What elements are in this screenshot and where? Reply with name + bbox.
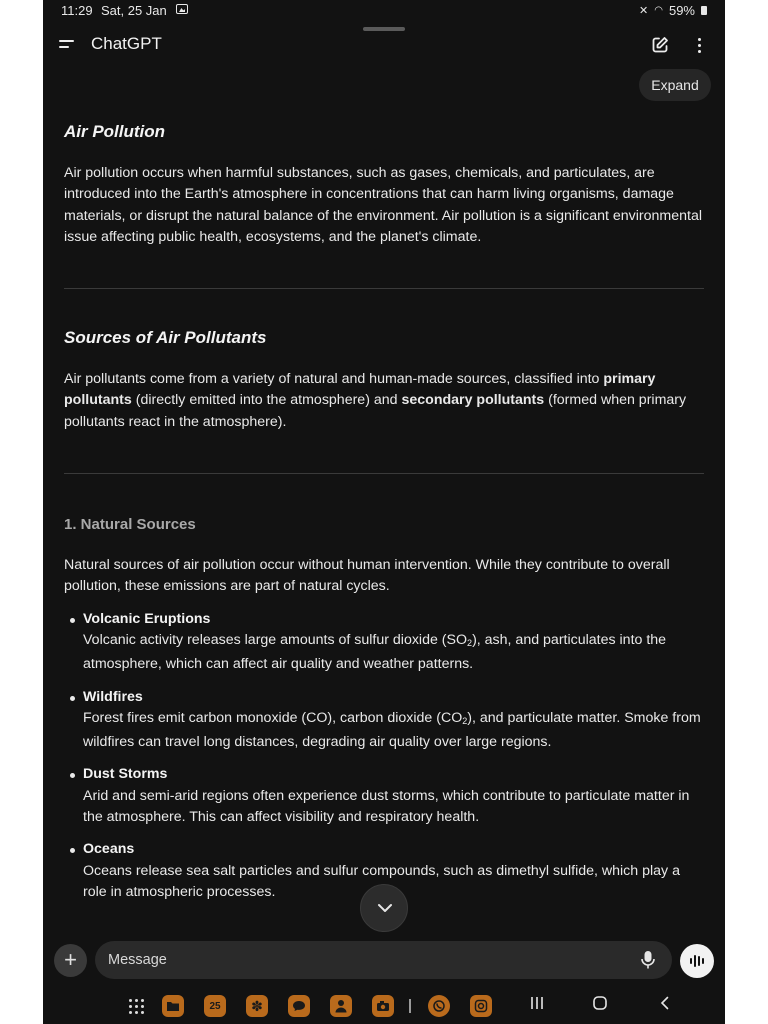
navbar-divider xyxy=(409,999,411,1013)
messages-icon[interactable] xyxy=(288,995,310,1017)
expand-button[interactable]: Expand xyxy=(639,69,711,101)
whatsapp-icon[interactable] xyxy=(428,995,450,1017)
wifi-icon: ◠ xyxy=(654,5,663,16)
voice-mode-icon[interactable] xyxy=(680,944,714,978)
back-icon[interactable] xyxy=(657,995,673,1016)
intro-paragraph: Air pollution occurs when harmful substances, such as gases, chemicals, and particulates, are introduced into the Earth's atmosphere in concentrations that can harm living organisms, damage materials, or disrupt the natural balance of the environment. Air pollution is a significant environmental issue affecting public health, ecosystems, and the planet's climate. xyxy=(64,165,702,245)
new-chat-icon[interactable] xyxy=(650,35,670,55)
contacts-icon[interactable] xyxy=(330,995,352,1017)
instagram-icon[interactable] xyxy=(470,995,492,1017)
heading-air-pollution: Air Pollution xyxy=(64,122,166,141)
left-margin xyxy=(0,0,43,1024)
list-item: Volcanic Eruptions Volcanic activity releases large amounts of sulfur dioxide $(SO_2)$, ash, and particulates into the atmosphere, which can affect air quality and weather patterns. xyxy=(64,609,704,676)
menu-icon[interactable] xyxy=(59,39,75,51)
home-icon[interactable] xyxy=(592,995,608,1016)
subheading-natural-sources: 1. Natural Sources xyxy=(64,516,196,534)
divider xyxy=(64,473,704,474)
message-content xyxy=(64,118,704,914)
list-item: Dust Storms Arid and semi-arid regions often experience dust storms, which contribute to particulate matter in the atmosphere. This can affect visibility and respiratory health. xyxy=(64,764,704,828)
camera-icon[interactable] xyxy=(372,995,394,1017)
recents-icon[interactable] xyxy=(529,995,545,1016)
divider xyxy=(64,288,704,289)
mute-icon: ✕ xyxy=(639,5,649,17)
bixby-icon[interactable]: ✽ xyxy=(246,995,268,1017)
list-item: Oceans Oceans release sea salt particles and sulfur compounds, such as dimethyl sulfide, which play a role in atmospheric processes. xyxy=(64,839,704,903)
app-header xyxy=(43,30,725,60)
bullet-icon xyxy=(70,696,75,701)
more-options-icon[interactable] xyxy=(692,35,708,55)
list-item: Wildfires Forest fires emit carbon monoxide (CO), carbon dioxide $(CO_2)$, and particulate matter. Smoke from wildfires can travel long distances, degrading air quality over large regions. xyxy=(64,687,704,754)
status-right xyxy=(639,3,707,18)
system-navbar xyxy=(43,990,725,1024)
mic-icon[interactable] xyxy=(640,950,656,970)
status-date: Sat, 25 Jan xyxy=(101,3,167,18)
natural-sources-paragraph: Natural sources of air pollution occur without human intervention. While they contribute to overall pollution, these emissions are part of natural cycles. xyxy=(64,557,670,595)
files-icon[interactable] xyxy=(162,995,184,1017)
bullet-icon xyxy=(70,848,75,853)
bullet-icon xyxy=(70,618,75,623)
bullet-icon xyxy=(70,773,75,778)
calendar-icon[interactable] xyxy=(204,995,226,1017)
app-title: ChatGPT xyxy=(91,34,162,53)
battery-percent: 59% xyxy=(668,3,695,18)
chevron-down-icon xyxy=(375,901,395,915)
calendar-day: 25 xyxy=(209,1000,221,1012)
heading-sources: Sources of Air Pollutants xyxy=(64,328,267,348)
sources-paragraph: Air pollutants come from a variety of natural and human-made sources, classified into primary pollutants (directly emitted into the atmosphere) and secondary pollutants (formed when primary pollutants react in the atmosphere). xyxy=(64,371,687,430)
device-screen xyxy=(43,0,725,1024)
battery-icon xyxy=(701,6,707,15)
apps-grid-icon[interactable] xyxy=(126,995,148,1017)
scroll-to-bottom-button[interactable] xyxy=(360,884,408,932)
message-input[interactable] xyxy=(95,941,672,979)
plus-icon[interactable]: + xyxy=(54,944,87,977)
status-bar xyxy=(43,0,725,22)
right-margin xyxy=(725,0,768,1024)
natural-sources-list xyxy=(64,609,704,904)
gallery-icon xyxy=(176,4,188,14)
status-time: 11:29 xyxy=(61,3,93,18)
